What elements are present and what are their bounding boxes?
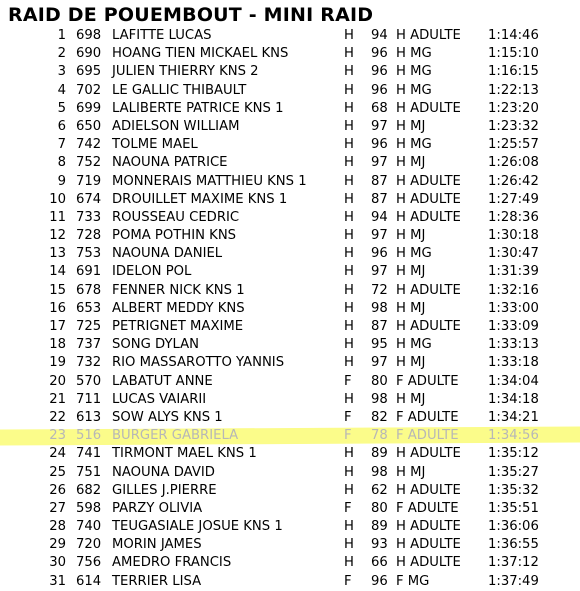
rank-cell: 24 (49, 446, 66, 462)
result-row (0, 373, 580, 391)
time-cell: 1:14:46 (488, 28, 539, 43)
bib-cell: 702 (76, 82, 102, 98)
category-cell: H MJ (396, 391, 426, 407)
result-row (0, 245, 580, 263)
sex-cell: H (344, 155, 354, 171)
bib-cell: 742 (76, 137, 102, 153)
name-cell: TOLME MAEL (112, 137, 198, 153)
time-cell: 1:23:32 (488, 118, 539, 134)
bib-cell: 740 (76, 519, 102, 535)
name-cell: PETRIGNET MAXIME (112, 319, 244, 334)
age-cell: 82 (371, 409, 388, 425)
category-cell: H MJ (396, 155, 426, 171)
result-row (0, 445, 580, 463)
result-row (0, 282, 580, 300)
name-cell: FENNER NICK KNS 1 (112, 282, 245, 298)
rank-cell: 8 (57, 155, 66, 171)
result-row (0, 263, 580, 281)
result-row (0, 391, 580, 409)
time-cell: 1:33:13 (488, 337, 539, 353)
age-cell: 97 (371, 355, 388, 371)
time-cell: 1:34:18 (488, 391, 539, 407)
age-cell: 96 (371, 64, 388, 80)
time-cell: 1:16:15 (488, 64, 539, 80)
rank-cell: 11 (49, 209, 66, 225)
category-cell: H ADULTE (396, 28, 461, 43)
category-cell: H ADULTE (396, 519, 461, 535)
name-cell: LABATUT ANNE (112, 373, 213, 389)
age-cell: 62 (371, 482, 388, 498)
bib-cell: 753 (76, 246, 102, 262)
age-cell: 80 (371, 373, 388, 389)
rank-cell: 3 (57, 64, 66, 80)
age-cell: 66 (371, 555, 388, 571)
category-cell: H ADULTE (396, 282, 461, 298)
age-cell: 78 (371, 428, 388, 444)
rank-cell: 7 (57, 137, 66, 153)
sex-cell: F (344, 373, 352, 389)
time-cell: 1:34:04 (488, 373, 539, 389)
category-cell: H MJ (396, 355, 426, 371)
bib-cell: 737 (76, 337, 102, 353)
age-cell: 68 (371, 100, 388, 116)
result-row (0, 354, 580, 372)
sex-cell: H (344, 28, 354, 43)
result-row (0, 82, 580, 100)
time-cell: 1:36:06 (488, 519, 539, 535)
result-row (0, 154, 580, 172)
time-cell: 1:36:55 (488, 537, 539, 553)
age-cell: 97 (371, 118, 388, 134)
time-cell: 1:27:49 (488, 191, 539, 207)
result-row (0, 191, 580, 209)
result-row (0, 118, 580, 136)
result-row (0, 464, 580, 482)
age-cell: 89 (371, 519, 388, 535)
rank-cell: 21 (49, 391, 66, 407)
sex-cell: H (344, 355, 354, 371)
rank-cell: 18 (49, 337, 66, 353)
name-cell: GILLES J.PIERRE (112, 482, 217, 498)
result-row (0, 173, 580, 191)
result-row (0, 100, 580, 118)
category-cell: F ADULTE (396, 500, 459, 516)
sex-cell: H (344, 191, 354, 207)
age-cell: 87 (371, 173, 388, 189)
category-cell: F ADULTE (396, 373, 459, 389)
category-cell: H ADULTE (396, 446, 461, 462)
bib-cell: 614 (76, 573, 102, 589)
bib-cell: 720 (76, 537, 102, 553)
age-cell: 96 (371, 137, 388, 153)
age-cell: 96 (371, 82, 388, 98)
age-cell: 96 (371, 246, 388, 262)
age-cell: 98 (371, 300, 388, 316)
time-cell: 1:15:10 (488, 46, 539, 62)
result-row (0, 482, 580, 500)
category-cell: H MJ (396, 118, 426, 134)
time-cell: 1:30:18 (488, 228, 539, 244)
sex-cell: F (344, 409, 352, 425)
category-cell: H ADULTE (396, 191, 461, 207)
bib-cell: 691 (76, 264, 102, 280)
sex-cell: F (344, 500, 352, 516)
bib-cell: 653 (76, 300, 102, 316)
time-cell: 1:35:32 (488, 482, 539, 498)
rank-cell: 27 (49, 500, 66, 516)
name-cell: LALIBERTE PATRICE KNS 1 (112, 100, 284, 116)
name-cell: PARZY OLIVIA (112, 500, 203, 516)
category-cell: H ADULTE (396, 100, 461, 116)
name-cell: RIO MASSAROTTO YANNIS (112, 355, 285, 371)
time-cell: 1:33:18 (488, 355, 539, 371)
bib-cell: 752 (76, 155, 102, 171)
sex-cell: H (344, 100, 354, 116)
rank-cell: 17 (49, 319, 66, 334)
rank-cell: 30 (49, 555, 66, 571)
category-cell: H MG (396, 82, 432, 98)
sex-cell: F (344, 428, 352, 444)
result-row (0, 27, 580, 45)
result-row (0, 336, 580, 354)
sex-cell: H (344, 209, 354, 225)
name-cell: HOANG TIEN MICKAEL KNS (112, 46, 289, 62)
name-cell: ADIELSON WILLIAM (112, 118, 240, 134)
age-cell: 72 (371, 282, 388, 298)
name-cell: LE GALLIC THIBAULT (112, 82, 247, 98)
result-row (0, 518, 580, 536)
sex-cell: H (344, 555, 354, 571)
time-cell: 1:34:56 (488, 428, 539, 444)
sex-cell: H (344, 300, 354, 316)
name-cell: DROUILLET MAXIME KNS 1 (112, 191, 288, 207)
rank-cell: 1 (57, 28, 66, 43)
age-cell: 97 (371, 264, 388, 280)
result-row (0, 300, 580, 318)
name-cell: LAFITTE LUCAS (112, 28, 212, 43)
category-cell: H ADULTE (396, 319, 461, 334)
category-cell: H ADULTE (396, 209, 461, 225)
category-cell: F MG (396, 573, 430, 589)
rank-cell: 2 (57, 46, 66, 62)
category-cell: H ADULTE (396, 173, 461, 189)
age-cell: 93 (371, 537, 388, 553)
name-cell: LUCAS VAIARII (112, 391, 207, 407)
name-cell: SONG DYLAN (112, 337, 200, 353)
bib-cell: 613 (76, 409, 102, 425)
rank-cell: 5 (57, 100, 66, 116)
result-row (0, 409, 580, 427)
rank-cell: 15 (49, 282, 66, 298)
rank-cell: 22 (49, 409, 66, 425)
name-cell: JULIEN THIERRY KNS 2 (112, 64, 259, 80)
bib-cell: 751 (76, 464, 102, 480)
rank-cell: 16 (49, 300, 66, 316)
time-cell: 1:35:51 (488, 500, 539, 516)
result-row (0, 45, 580, 63)
result-row (0, 227, 580, 245)
age-cell: 98 (371, 464, 388, 480)
sex-cell: H (344, 282, 354, 298)
bib-cell: 695 (76, 64, 102, 80)
age-cell: 89 (371, 446, 388, 462)
category-cell: H MJ (396, 464, 426, 480)
bib-cell: 650 (76, 118, 102, 134)
age-cell: 97 (371, 155, 388, 171)
age-cell: 96 (371, 573, 388, 589)
bib-cell: 698 (76, 28, 102, 43)
bib-cell: 719 (76, 173, 102, 189)
sex-cell: H (344, 82, 354, 98)
bib-cell: 682 (76, 482, 102, 498)
time-cell: 1:37:49 (488, 573, 539, 589)
time-cell: 1:33:09 (488, 319, 539, 334)
time-cell: 1:37:12 (488, 555, 539, 571)
sex-cell: H (344, 264, 354, 280)
category-cell: H ADULTE (396, 555, 461, 571)
time-cell: 1:31:39 (488, 264, 539, 280)
sex-cell: H (344, 246, 354, 262)
time-cell: 1:35:12 (488, 446, 539, 462)
category-cell: H MG (396, 246, 432, 262)
rank-cell: 28 (49, 519, 66, 535)
bib-cell: 725 (76, 319, 102, 334)
bib-cell: 690 (76, 46, 102, 62)
sex-cell: H (344, 482, 354, 498)
time-cell: 1:28:36 (488, 209, 539, 225)
name-cell: NAOUNA DAVID (112, 464, 215, 480)
category-cell: H ADULTE (396, 537, 461, 553)
age-cell: 95 (371, 337, 388, 353)
name-cell: NAOUNA DANIEL (112, 246, 223, 262)
category-cell: H MJ (396, 264, 426, 280)
result-row (0, 318, 580, 336)
time-cell: 1:26:08 (488, 155, 539, 171)
time-cell: 1:34:21 (488, 409, 539, 425)
name-cell: ROUSSEAU CEDRIC (112, 209, 240, 225)
category-cell: H ADULTE (396, 482, 461, 498)
result-row-highlighted (0, 427, 580, 445)
sex-cell: H (344, 337, 354, 353)
bib-cell: 756 (76, 555, 102, 571)
name-cell: IDELON POL (112, 264, 192, 280)
age-cell: 80 (371, 500, 388, 516)
bib-cell: 741 (76, 446, 102, 462)
sex-cell: H (344, 391, 354, 407)
name-cell: TEUGASIALE JOSUE KNS 1 (112, 519, 283, 535)
page-title: RAID DE POUEMBOUT - MINI RAID (8, 4, 374, 26)
rank-cell: 31 (49, 573, 66, 589)
rank-cell: 9 (57, 173, 66, 189)
rank-cell: 14 (49, 264, 66, 280)
rank-cell: 26 (49, 482, 66, 498)
time-cell: 1:23:20 (488, 100, 539, 116)
result-row (0, 554, 580, 572)
bib-cell: 570 (76, 373, 102, 389)
category-cell: F ADULTE (396, 409, 459, 425)
age-cell: 96 (371, 46, 388, 62)
sex-cell: H (344, 46, 354, 62)
bib-cell: 728 (76, 228, 102, 244)
time-cell: 1:32:16 (488, 282, 539, 298)
category-cell: H MG (396, 64, 432, 80)
result-row (0, 536, 580, 554)
age-cell: 87 (371, 319, 388, 334)
rank-cell: 23 (49, 428, 66, 444)
rank-cell: 13 (49, 246, 66, 262)
time-cell: 1:25:57 (488, 137, 539, 153)
name-cell: POMA POTHIN KNS (112, 228, 237, 244)
name-cell: ALBERT MEDDY KNS (112, 300, 245, 316)
time-cell: 1:22:13 (488, 82, 539, 98)
category-cell: H MJ (396, 228, 426, 244)
name-cell: TERRIER LISA (112, 573, 202, 589)
category-cell: H MG (396, 337, 432, 353)
time-cell: 1:26:42 (488, 173, 539, 189)
sex-cell: H (344, 464, 354, 480)
sex-cell: H (344, 64, 354, 80)
rank-cell: 12 (49, 228, 66, 244)
rank-cell: 20 (49, 373, 66, 389)
age-cell: 94 (371, 209, 388, 225)
rank-cell: 19 (49, 355, 66, 371)
sex-cell: F (344, 573, 352, 589)
category-cell: H MG (396, 46, 432, 62)
bib-cell: 674 (76, 191, 102, 207)
result-row (0, 573, 580, 591)
result-row (0, 136, 580, 154)
time-cell: 1:33:00 (488, 300, 539, 316)
rank-cell: 25 (49, 464, 66, 480)
sex-cell: H (344, 137, 354, 153)
name-cell: BURGER GABRIELA (112, 428, 239, 444)
results-list (0, 27, 580, 591)
bib-cell: 598 (76, 500, 102, 516)
age-cell: 87 (371, 191, 388, 207)
rank-cell: 10 (49, 191, 66, 207)
rank-cell: 4 (57, 82, 66, 98)
name-cell: AMEDRO FRANCIS (112, 555, 232, 571)
name-cell: MORIN JAMES (112, 537, 202, 553)
sex-cell: H (344, 228, 354, 244)
name-cell: TIRMONT MAEL KNS 1 (112, 446, 257, 462)
name-cell: MONNERAIS MATTHIEU KNS 1 (112, 173, 307, 189)
age-cell: 97 (371, 228, 388, 244)
rank-cell: 6 (57, 118, 66, 134)
bib-cell: 733 (76, 209, 102, 225)
sex-cell: H (344, 173, 354, 189)
time-cell: 1:35:27 (488, 464, 539, 480)
rank-cell: 29 (49, 537, 66, 553)
bib-cell: 699 (76, 100, 102, 116)
time-cell: 1:30:47 (488, 246, 539, 262)
bib-cell: 732 (76, 355, 102, 371)
name-cell: SOW ALYS KNS 1 (112, 409, 223, 425)
category-cell: F ADULTE (396, 428, 459, 444)
sex-cell: H (344, 519, 354, 535)
sex-cell: H (344, 319, 354, 334)
category-cell: H MG (396, 137, 432, 153)
age-cell: 94 (371, 28, 388, 43)
name-cell: NAOUNA PATRICE (112, 155, 228, 171)
bib-cell: 711 (76, 391, 102, 407)
result-row (0, 63, 580, 81)
result-row (0, 500, 580, 518)
category-cell: H MJ (396, 300, 426, 316)
sex-cell: H (344, 537, 354, 553)
bib-cell: 678 (76, 282, 102, 298)
sex-cell: H (344, 446, 354, 462)
sex-cell: H (344, 118, 354, 134)
result-row (0, 209, 580, 227)
age-cell: 98 (371, 391, 388, 407)
bib-cell: 516 (76, 428, 102, 444)
